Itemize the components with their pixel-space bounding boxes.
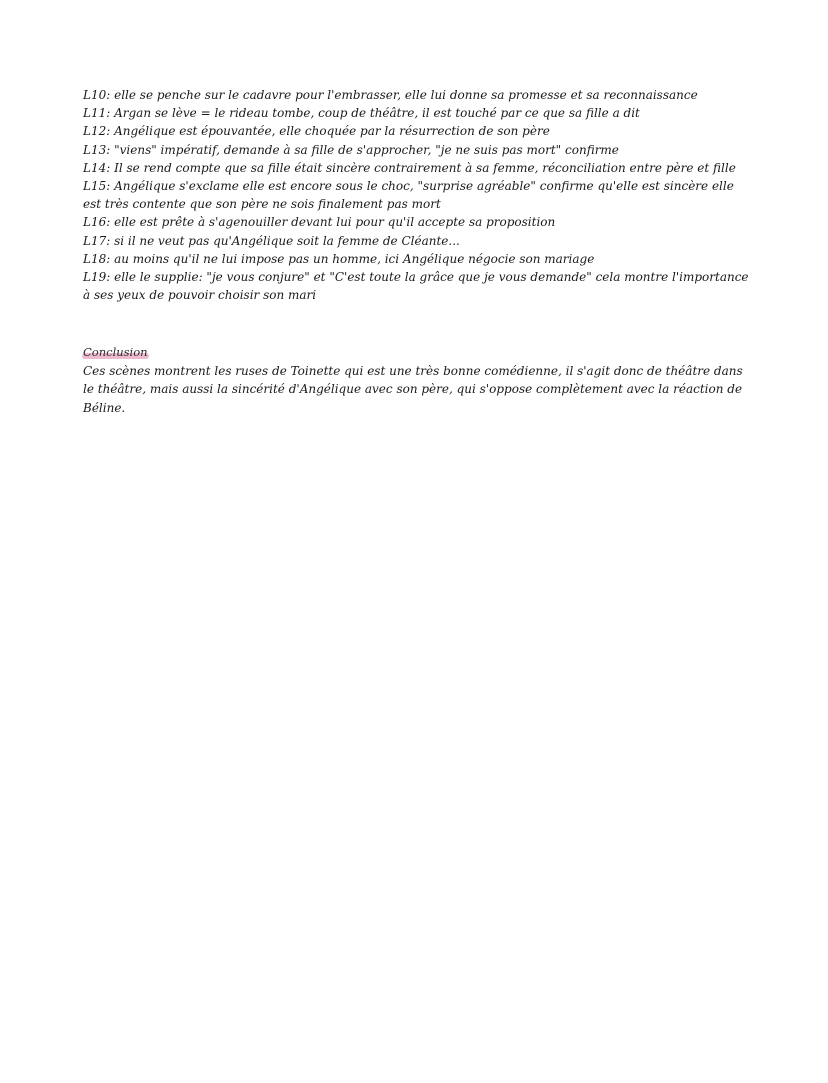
note-line-l13: L13: "viens" impératif, demande à sa fille de s'approcher, "je ne suis pas mort" confirme	[83, 142, 619, 157]
note-line-l19: L19: elle le supplie: "je vous conjure" et "C'est toute la grâce que je vous demande" cela montre l'importance à ses yeux de pouvoir choisir son mari	[83, 270, 749, 303]
line-notes	[83, 86, 753, 304]
note-line-l16: L16: elle est prête à s'agenouiller devant lui pour qu'il accepte sa proposition	[83, 215, 556, 230]
note-line-l17: L17: si il ne veut pas qu'Angélique soit la femme de Cléante...	[83, 233, 460, 248]
note-line-l12: L12: Angélique est épouvantée, elle choquée par la résurrection de son père	[83, 124, 550, 139]
conclusion-text: Ces scènes montrent les ruses de Toinette qui est une très bonne comédienne, il s'agit donc de théâtre dans le théâtre, mais aussi la sincérité d'Angélique avec son père, qui s'oppose complètement avec la réaction de Béline.	[83, 364, 743, 415]
note-line-l15: L15: Angélique s'exclame elle est encore sous le choc, "surprise agréable" confirme qu'elle est sincère elle est très contente que son père ne sois finalement pas mort	[83, 179, 734, 212]
conclusion-heading-wrap	[83, 343, 753, 361]
note-line-l18: L18: au moins qu'il ne lui impose pas un homme, ici Angélique négocie son mariage	[83, 251, 595, 266]
note-line-l14: L14: Il se rend compte que sa fille était sincère contrairement à sa femme, réconciliation entre père et fille	[83, 160, 736, 175]
note-line-l10: L10: elle se penche sur le cadavre pour l'embrasser, elle lui donne sa promesse et sa reconnaissance	[83, 88, 698, 102]
conclusion-section	[83, 343, 753, 417]
note-line-l11: L11: Argan se lève = le rideau tombe, coup de théâtre, il est touché par ce que sa fille a dit	[83, 106, 640, 121]
conclusion-heading: Conclusion	[83, 343, 148, 361]
